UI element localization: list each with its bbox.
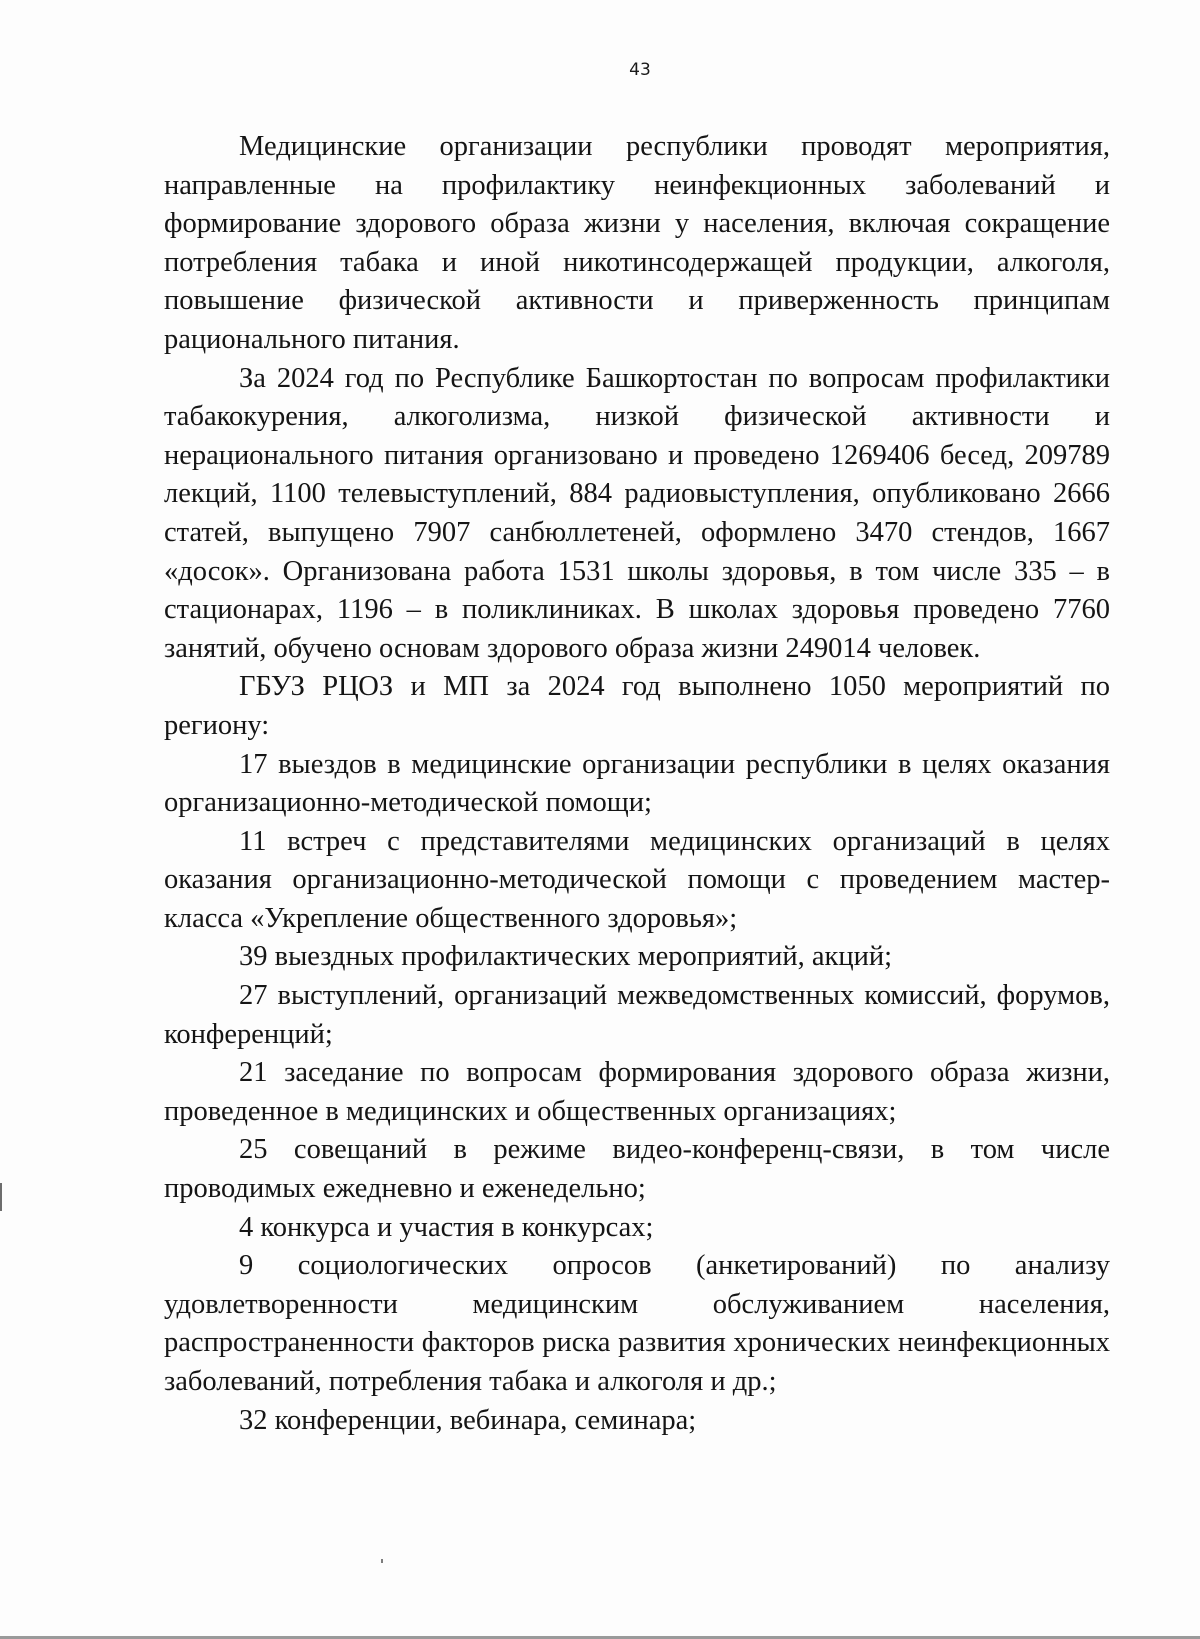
list-item: 9 социологических опросов (анкетирований) по анализу удовлетворенности медицинским обслуживанием населения, распространенности факторов риска развития хронических неинфекционных заболеваний, потребления табака и алкоголя и др.; bbox=[164, 1250, 1110, 1397]
list-item: 4 конкурса и участия в конкурсах; bbox=[239, 1211, 654, 1243]
page-number: 43 bbox=[629, 60, 651, 80]
list-item: 32 конференции, вебинара, семинара; bbox=[239, 1404, 697, 1436]
list-item: 17 выездов в медицинские организации республики в целях оказания организационно-методической помощи; bbox=[164, 748, 1110, 819]
scan-dust-mark bbox=[381, 1559, 383, 1563]
paragraph-intro: Медицинские организации республики проводят мероприятия, направленные на профилактику неинфекционных заболеваний и формирование здорового образа жизни у населения, включая сокращение потребления табака и иной никотинсодержащей продукции, алкоголя, повышение физической активности и приверженность принципам рационального питания. bbox=[164, 131, 1110, 355]
scan-edge-mark bbox=[0, 1183, 2, 1211]
paragraph-center-summary: ГБУЗ РЦОЗ и МП за 2024 год выполнено 1050 мероприятий по региону: bbox=[164, 671, 1110, 741]
list-item: 39 выездных профилактических мероприятий, акций; bbox=[239, 941, 893, 973]
list-item: 21 заседание по вопросам формирования здорового образа жизни, проведенное в медицинских и общественных организациях; bbox=[164, 1057, 1110, 1127]
list-item: 11 встреч с представителями медицинских организаций в целях оказания организационно-методической помощи с проведением мастер-класса «Укрепление общественного здоровья»; bbox=[164, 825, 1110, 934]
list-item: 27 выступлений, организаций межведомственных комиссий, форумов, конференций; bbox=[164, 980, 1110, 1050]
document-body bbox=[164, 128, 1110, 1440]
list-item: 25 совещаний в режиме видео-конференц-связи, в том числе проводимых ежедневно и еженедельно; bbox=[164, 1134, 1110, 1205]
paragraph-statistics: За 2024 год по Республике Башкортостан по вопросам профилактики табакокурения, алкоголизма, низкой физической активности и нерационального питания организовано и проведено 1269406 бесед, 209789 лекций, 1100 телевыступлений, 884 радиовыступления, опубликовано 2666 статей, выпущено 7907 санбюллетеней, оформлено 3470 стендов, 1667 «досок». Организована работа 1531 школы здоровья, в том числе 335 – в стационарах, 1196 – в поликлиниках. В школах здоровья проведено 7760 занятий, обучено основам здорового образа жизни 249014 человек. bbox=[164, 362, 1110, 664]
